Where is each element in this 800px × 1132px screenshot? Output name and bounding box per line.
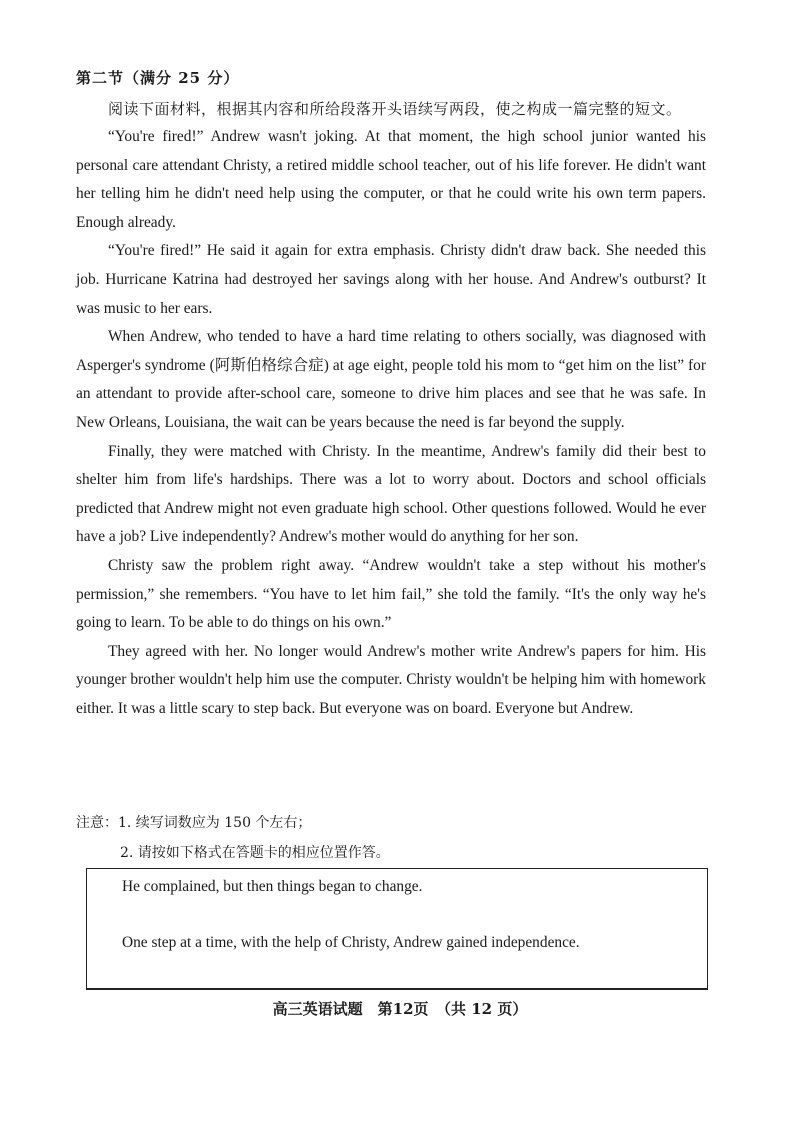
answer-format-box bbox=[86, 868, 708, 990]
note-word-count: 注意：1. 续写词数应为 150 个左右； bbox=[76, 815, 312, 831]
passage-paragraph: Finally, they were matched with Christy. In the meantime, Andrew's family did their best to shelter him from life's hardships. There was a lot to worry about. Doctors and school officials predicted that Andrew might not even graduate high school. Other questions followed. Would he ever have a job? Live independently? Andrew's mother would do anything for her son. bbox=[76, 442, 706, 546]
note-answer-format: 2. 请按如下格式在答题卡的相应位置作答。 bbox=[120, 845, 390, 861]
passage-paragraph: When Andrew, who tended to have a hard time relating to others socially, was diagnosed with Asperger's syndrome (阿斯伯格综合症) at age eight, people told his mom to “get him on the list” for an attendant to provide after-school care, someone to drive him places and see that he was safe. In New Orleans, Louisiana, the wait can be years because the need is far beyond the supply. bbox=[76, 328, 706, 431]
passage-paragraph: “You're fired!” He said it again for extra emphasis. Christy didn't draw back. She needed this job. Hurricane Katrina had destroyed her savings along with her house. And Andrew's outburst? It was music to her ears. bbox=[76, 242, 706, 317]
passage-paragraph: They agreed with her. No longer would Andrew's mother write Andrew's papers for him. His younger brother wouldn't help him use the computer. Christy wouldn't be helping him with homework either. It was a little scary to step back. But everyone was on board. Everyone but Andrew. bbox=[76, 642, 706, 717]
passage-paragraph: “You're fired!” Andrew wasn't joking. At that moment, the high school junior wanted his personal care attendant Christy, a retired middle school teacher, out of his life forever. He didn't want her telling him he didn't need help using the computer, or that he could write his own term papers. Enough already. bbox=[76, 128, 706, 231]
passage-paragraph: Christy saw the problem right away. “Andrew wouldn't take a step without his mother's permission,” she remembers. “You have to let him fail,” she told the family. “It's the only way he's going to learn. To be able to do things on his own.” bbox=[76, 556, 706, 632]
reading-passage bbox=[76, 123, 706, 723]
opening-sentence-2: One step at a time, with the help of Christy, Andrew gained independence. bbox=[122, 934, 580, 951]
opening-sentence-1: He complained, but then things began to change. bbox=[122, 878, 423, 895]
section-heading: 第二节（满分 25 分） bbox=[76, 69, 240, 87]
page-footer: 高三英语试题 第12页 （共 12 页） bbox=[272, 1000, 528, 1018]
notes bbox=[76, 808, 390, 868]
instruction-text: 阅读下面材料，根据其内容和所给段落开头语续写两段，使之构成一篇完整的短文。 bbox=[108, 100, 682, 118]
